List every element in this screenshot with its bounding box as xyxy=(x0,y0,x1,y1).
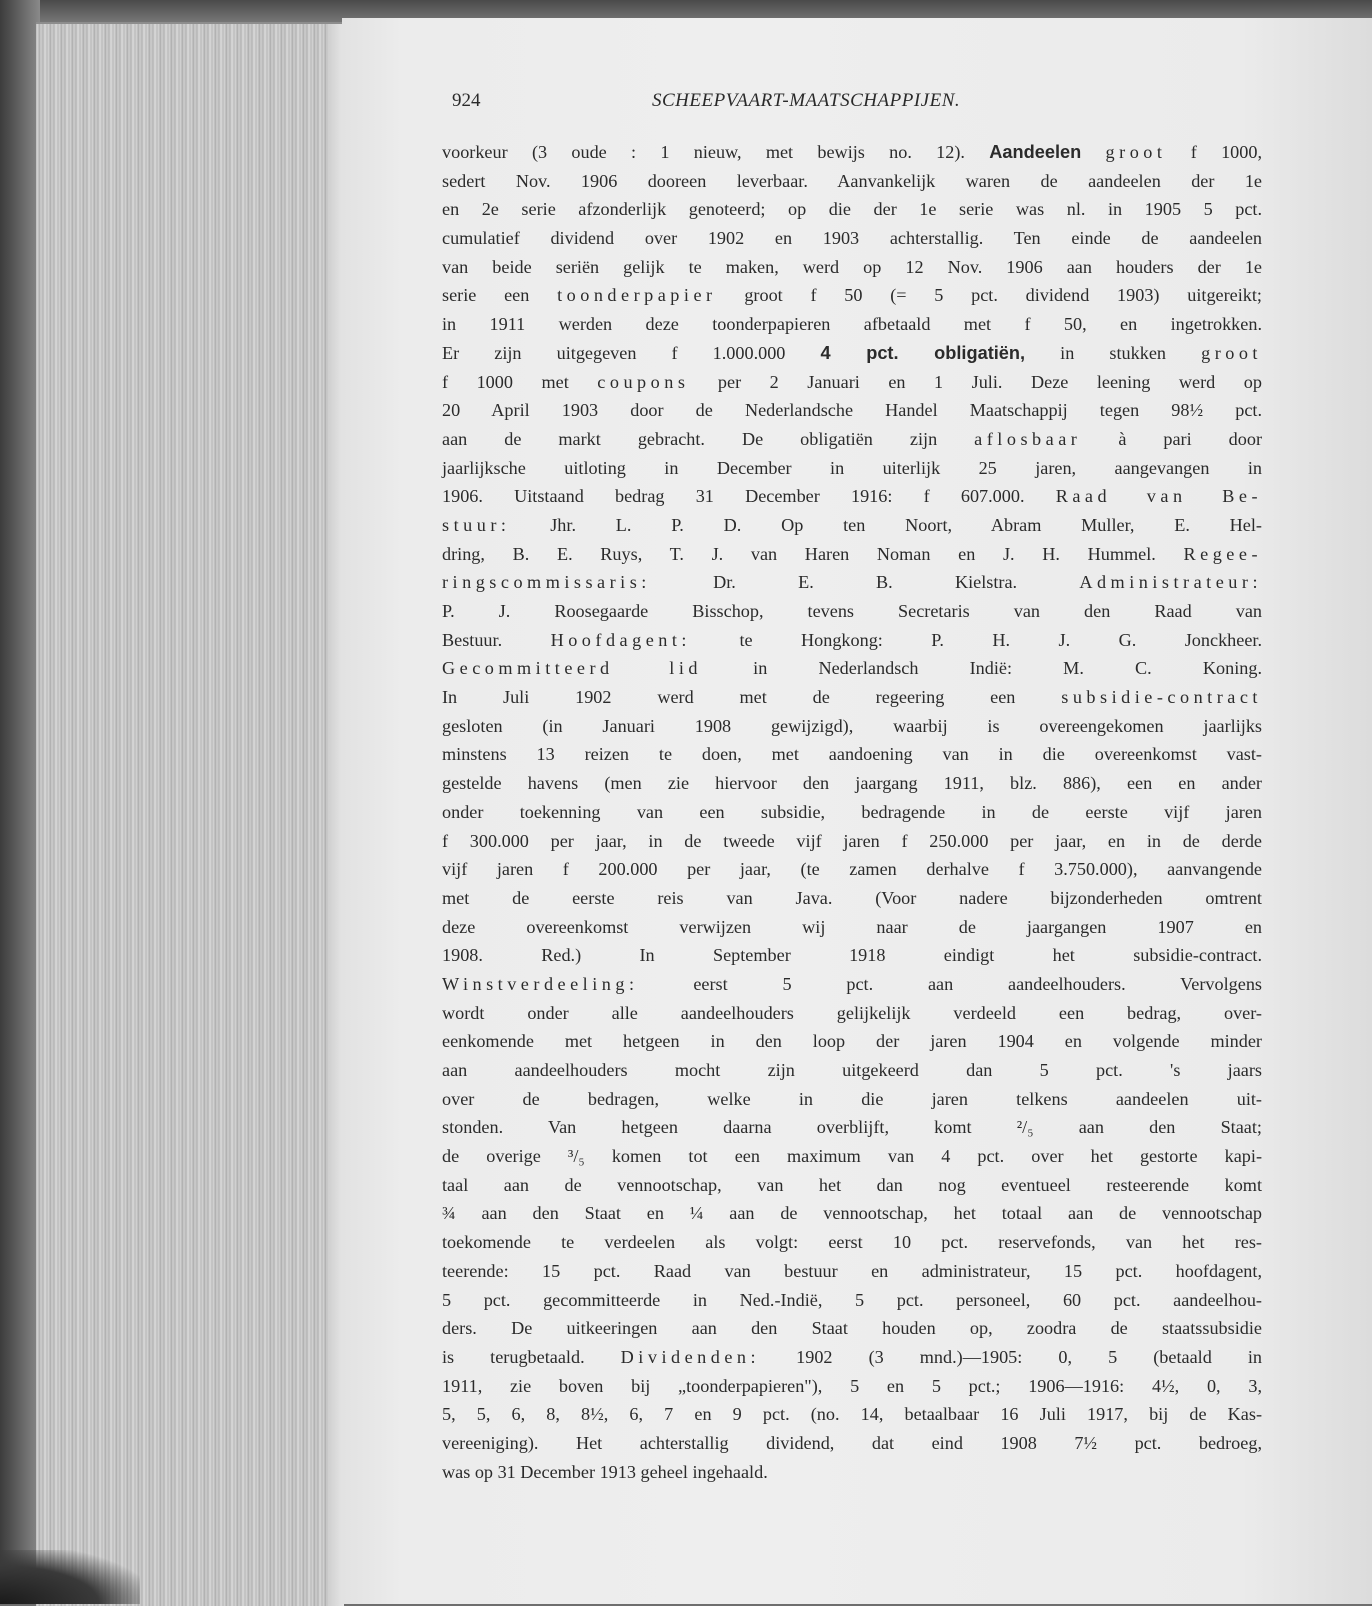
body-text xyxy=(442,138,1262,1486)
spaced-term: aflosbaar xyxy=(974,428,1082,449)
text-line xyxy=(442,884,1262,913)
text-line xyxy=(442,454,1262,483)
text-line xyxy=(442,1286,1262,1315)
text-run: vijf jaren f 200.000 per jaar, (te zamen derhalve f 3.750.000), aanvangende xyxy=(442,859,1262,880)
text-line xyxy=(442,1027,1262,1056)
text-line xyxy=(442,396,1262,425)
text-line xyxy=(442,1228,1262,1257)
text-run: teerende: 15 pct. Raad van bestuur en administrateur, 15 pct. hoofdagent, xyxy=(442,1260,1262,1281)
text-line xyxy=(442,1343,1262,1372)
book-page xyxy=(342,18,1372,1604)
text-run: cumulatief dividend over 1902 en 1903 achterstallig. Ten einde de aandeelen xyxy=(442,228,1262,249)
text-run: was op 31 December 1913 geheel ingehaald. xyxy=(442,1461,768,1482)
text-run: Bestuur. xyxy=(442,629,551,650)
text-run: Jhr. L. P. D. Op ten Noort, Abram Muller, E. Hel- xyxy=(510,514,1262,535)
text-line xyxy=(442,310,1262,339)
page-number: 924 xyxy=(452,90,481,111)
spaced-term: stuur: xyxy=(442,514,511,535)
text-run: onder toekenning van een subsidie, bedragende in de eerste vijf jaren xyxy=(442,801,1262,822)
text-line xyxy=(442,941,1262,970)
text-run: wordt onder alle aandeelhouders gelijkelijk verdeeld een bedrag, over- xyxy=(442,1002,1262,1023)
text-line xyxy=(442,970,1262,999)
text-run: de overige ³/₅ komen tot een maximum van 4 pct. over het gestorte kapi- xyxy=(442,1146,1262,1167)
text-line xyxy=(442,626,1262,655)
text-line xyxy=(442,1056,1262,1085)
text-line xyxy=(442,511,1262,540)
text-run: eerst 5 pct. aan aandeelhouders. Vervolgens xyxy=(638,973,1262,994)
spaced-term: groot xyxy=(1201,342,1262,363)
text-run: Dr. E. B. Kielstra. xyxy=(650,572,1080,593)
text-run: 1908. Red.) In September 1918 eindigt het subsidie-contract. xyxy=(442,945,1262,966)
text-line xyxy=(442,1400,1262,1429)
text-run: à pari door xyxy=(1081,428,1263,449)
text-line xyxy=(442,654,1262,683)
text-line xyxy=(442,1142,1262,1171)
text-run: in Nederlandsch Indië: M. C. Koning. xyxy=(701,658,1262,679)
text-line xyxy=(442,798,1262,827)
text-line xyxy=(442,339,1262,368)
text-run: groot f 50 (= 5 pct. dividend 1903) uitgereikt; xyxy=(716,285,1262,306)
text-run: f 300.000 per jaar, in de tweede vijf jaren f 250.000 per jaar, en in de derde xyxy=(442,830,1262,851)
spaced-term: coupons xyxy=(597,371,690,392)
text-run xyxy=(1081,142,1105,162)
text-run: In Juli 1902 werd met de regeering een xyxy=(442,687,1062,708)
text-line xyxy=(442,224,1262,253)
spaced-term: ringscommissaris: xyxy=(442,572,651,593)
text-line xyxy=(442,568,1262,597)
text-run: deze overeenkomst verwijzen wij naar de jaargangen 1907 en xyxy=(442,916,1262,937)
text-line xyxy=(442,368,1262,397)
spaced-term: Raad van Be- xyxy=(1055,486,1262,507)
text-run: te Hongkong: P. H. J. G. Jonckheer. xyxy=(691,629,1263,650)
text-line xyxy=(442,253,1262,282)
text-run: minstens 13 reizen te doen, met aandoening van in die overeenkomst vast- xyxy=(442,744,1262,765)
text-line xyxy=(442,1372,1262,1401)
text-line xyxy=(442,167,1262,196)
text-run: stonden. Van hetgeen daarna overblijft, komt ²/₅ aan den Staat; xyxy=(442,1117,1262,1138)
text-run: van beide seriën gelijk te maken, werd op 12 Nov. 1906 aan houders der 1e xyxy=(442,256,1262,277)
spaced-term: Regee- xyxy=(1183,543,1262,564)
text-line xyxy=(442,425,1262,454)
text-line xyxy=(442,855,1262,884)
text-run: P. J. Roosegaarde Bisschop, tevens Secretaris van den Raad van xyxy=(442,601,1262,621)
text-run: f 1000 met xyxy=(442,371,598,392)
text-run: gestelde havens (men zie hiervoor den jaargang 1911, blz. 886), een en ander xyxy=(442,773,1262,794)
text-line xyxy=(442,740,1262,769)
text-line xyxy=(442,769,1262,798)
text-run: vereeniging). Het achterstallig dividend, dat eind 1908 7½ pct. bedroeg, xyxy=(442,1432,1262,1453)
text-line xyxy=(442,1113,1262,1142)
text-line xyxy=(442,1199,1262,1228)
text-line xyxy=(442,597,1262,626)
text-line xyxy=(442,999,1262,1028)
text-run: 20 April 1903 door de Nederlandsche Handel Maatschappij tegen 98½ pct. xyxy=(442,400,1262,421)
text-line xyxy=(442,482,1262,511)
text-run: in stukken xyxy=(1025,342,1202,363)
spaced-term: groot xyxy=(1105,142,1167,162)
text-line xyxy=(442,683,1262,712)
text-run: toekomende te verdeelen als volgt: eerst 10 pct. reservefonds, van het res- xyxy=(442,1232,1262,1253)
text-line xyxy=(442,540,1262,569)
text-line xyxy=(442,1458,1262,1487)
text-line xyxy=(442,281,1262,310)
text-run: voorkeur (3 oude : 1 nieuw, met bewijs no. 12). xyxy=(442,142,990,162)
text-line xyxy=(442,1257,1262,1286)
text-run: 1911, zie boven bij „toonderpapieren"), 5 en 5 pct.; 1906—1916: 4½, 0, 3, xyxy=(442,1375,1262,1396)
text-run: is terugbetaald. xyxy=(442,1346,621,1367)
text-line xyxy=(442,1171,1262,1200)
text-run: dring, B. E. Ruys, T. J. van Haren Noman en J. H. Hummel. xyxy=(442,543,1184,564)
text-line xyxy=(442,913,1262,942)
text-run: gesloten (in Januari 1908 gewijzigd), waarbij is overeengekomen jaarlijks xyxy=(442,715,1262,736)
text-run: ders. De uitkeeringen aan den Staat houden op, zoodra de staatssubsidie xyxy=(442,1318,1262,1339)
spaced-term: Administrateur: xyxy=(1079,572,1262,593)
text-line xyxy=(442,712,1262,741)
text-run: taal aan de vennootschap, van het dan nog eventueel resteerende komt xyxy=(442,1174,1262,1195)
page-header xyxy=(452,90,1272,114)
text-run: 5 pct. gecommitteerde in Ned.-Indië, 5 pct. personeel, 60 pct. aandeelhou- xyxy=(442,1289,1262,1310)
text-line xyxy=(442,1085,1262,1114)
text-run: Er zijn uitgegeven f 1.000.000 xyxy=(442,342,821,363)
text-run: met de eerste reis van Java. (Voor nadere bijzonderheden omtrent xyxy=(442,887,1262,908)
text-run: f 1000, xyxy=(1166,142,1263,162)
text-run: aan aandeelhouders mocht zijn uitgekeerd dan 5 pct. 's jaars xyxy=(442,1060,1262,1080)
text-run: eenkomende met hetgeen in den loop der jaren 1904 en volgende minder xyxy=(442,1031,1262,1052)
text-run: sedert Nov. 1906 dooreen leverbaar. Aanvankelijk waren de aandeelen der 1e xyxy=(442,170,1262,191)
bold-term: 4 pct. obligatiën, xyxy=(820,342,1026,363)
spaced-term: subsidie-contract xyxy=(1061,687,1262,708)
text-run: 5, 5, 6, 8, 8½, 6, 7 en 9 pct. (no. 14, betaalbaar 16 Juli 1917, bij de Kas- xyxy=(442,1404,1262,1425)
spaced-term: toonderpapier xyxy=(557,285,717,306)
text-run: ¾ aan den Staat en ¼ aan de vennootschap, het totaal aan de vennootschap xyxy=(442,1203,1262,1224)
running-title: SCHEEPVAART-MAATSCHAPPIJEN. xyxy=(652,90,961,111)
text-run: jaarlijksche uitloting in December in uiterlijk 25 jaren, aangevangen in xyxy=(442,457,1262,478)
text-line xyxy=(442,1314,1262,1343)
spaced-term: Winstverdeeling: xyxy=(442,973,639,994)
spaced-term: Hoofdagent: xyxy=(550,629,691,650)
bold-term: Aandeelen xyxy=(989,142,1082,162)
text-line xyxy=(442,827,1262,856)
spaced-term: Gecommitteerd lid xyxy=(442,658,702,679)
text-run: per 2 Januari en 1 Juli. Deze leening werd op xyxy=(689,371,1262,392)
text-run: 1902 (3 mnd.)—1905: 0, 5 (betaald in xyxy=(760,1346,1262,1367)
book-cover-edge xyxy=(0,0,40,1604)
text-run: aan de markt gebracht. De obligatiën zijn xyxy=(442,428,975,449)
text-line xyxy=(442,1429,1262,1458)
text-run: en 2e serie afzonderlijk genoteerd; op die der 1e serie was nl. in 1905 5 pct. xyxy=(442,199,1262,220)
text-run: serie een xyxy=(442,285,558,306)
spaced-term: Dividenden: xyxy=(620,1346,761,1367)
text-run: over de bedragen, welke in die jaren telkens aandeelen uit- xyxy=(442,1088,1262,1109)
text-run: 1906. Uitstaand bedrag 31 December 1916: f 607.000. xyxy=(442,486,1056,507)
scan-bottom-shadow xyxy=(0,1550,140,1604)
text-line xyxy=(442,195,1262,224)
text-run: in 1911 werden deze toonderpapieren afbetaald met f 50, en ingetrokken. xyxy=(442,314,1262,335)
book-page-edges xyxy=(36,22,344,1606)
text-line xyxy=(442,138,1262,167)
